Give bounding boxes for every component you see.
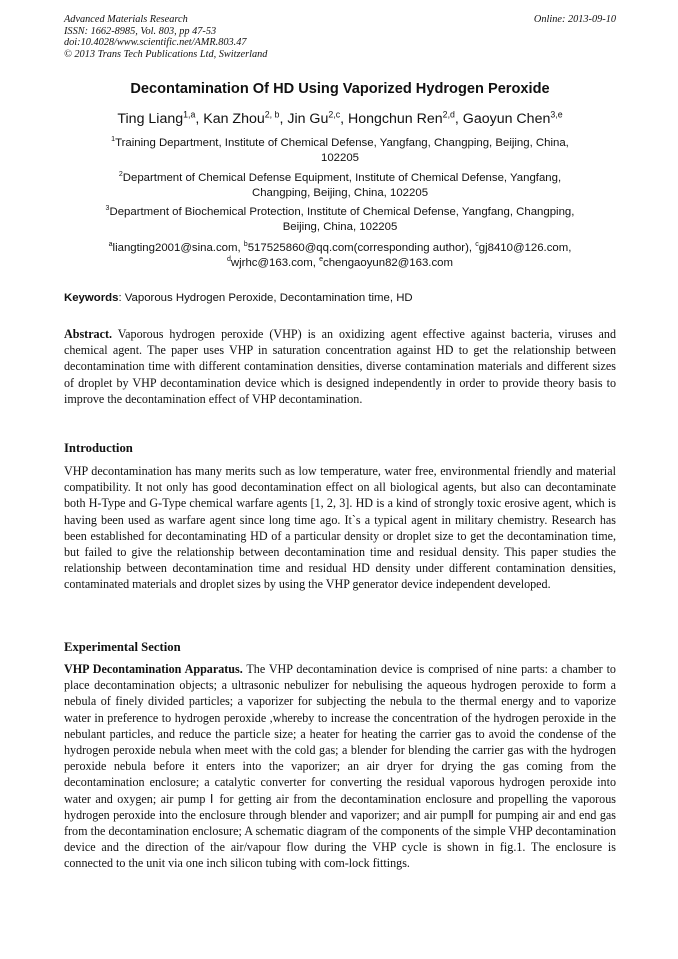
affiliation-2 <box>64 171 616 202</box>
affiliation-text: Department of Chemical Defense Equipment, Institute of Chemical Defense, Yangfang, <box>122 172 562 184</box>
email-sup: b <box>243 241 248 249</box>
affiliation-text: Training Department, Institute of Chemical Defense, Yangfang, Changping, Beijing, China, <box>115 137 569 149</box>
keywords-label: Keywords <box>64 292 119 304</box>
affiliation-text: Beijing, China, 102205 <box>282 221 398 234</box>
author-sup: 2, b <box>264 109 280 120</box>
journal-name: Advanced Materials Research <box>64 14 188 25</box>
affiliation-sup: 2 <box>118 171 123 179</box>
copyright-line: © 2013 Trans Tech Publications Ltd, Switzerland <box>64 48 268 60</box>
affiliation-1 <box>64 136 616 167</box>
author-sup: 2,c <box>328 109 341 120</box>
email-sup: e <box>319 256 323 264</box>
introduction-heading: Introduction <box>64 441 133 455</box>
author-list: Ting Liang$^{1,a}$, Kan Zhou$^{2, b}$, Jin Gu$^{2,c}$, Hongchun Ren$^{2,d}$, Gaoyun Chen$^{3,e}$ <box>117 109 563 127</box>
author-sup: 3,e <box>550 109 563 120</box>
email-e: chengaoyun82@163.com <box>323 257 453 270</box>
author-name: Jin Gu <box>287 111 329 127</box>
experimental-heading: Experimental Section <box>64 640 181 654</box>
affiliation-text: 102205 <box>320 152 359 165</box>
email-c: gj8410@126.com, <box>478 242 572 254</box>
author-name: Ting Liang <box>117 111 184 127</box>
keywords-text: : Vaporous Hydrogen Peroxide, Decontamination time, HD <box>118 292 413 304</box>
doi-line: doi:10.4028/www.scientific.net/AMR.803.47 <box>64 37 247 49</box>
abstract-text: Vaporous hydrogen peroxide (VHP) is an oxidizing agent effective against bacteria, viruses and chemical agent. The paper uses VHP in saturation concentration against HD to get the relationship between decontamination time with different contamination densities, diverse contamination materials and different sizes of droplet by VHP decontamination device which is designed independently in order to provide theory basis to improve the decontamination effect of VHP decontamination. <box>64 327 616 406</box>
keywords-line <box>64 292 616 304</box>
affiliation-sup: 3 <box>105 205 110 213</box>
journal-header <box>64 14 616 60</box>
affiliation-sup: 1 <box>111 136 116 144</box>
affiliation-text: Department of Biochemical Protection, Institute of Chemical Defense, Yangfang, Changping, <box>109 206 575 218</box>
abstract-paragraph <box>64 326 616 407</box>
author-name: Gaoyun Chen <box>462 111 551 127</box>
affiliation-3 <box>64 205 616 236</box>
introduction-paragraph: VHP decontamination has many merits such as low temperature, water free, environmental friendly and material compatibility. It not only has good decontamination effect on all biological agents, but also can decontaminate both H-Type and G-Type chemical warfare agents [1, 2, 3]. HD is a kind of strongly toxic erosive agent, which is having been used as warfare agent since long time ago. It`s a typical agent in military chemistry. Research has been established for decontaminating HD of a particular density or droplet size to get the decontamination time, but failed to give the relationship between decontamination time and residual density. This paper studies the relationship between decontamination time and residual HD density under different contamination densities, contaminated materials and droplet sizes by using the VHP generator device independent developed. <box>64 464 616 592</box>
author-name: Hongchun Ren <box>348 111 443 127</box>
apparatus-text: The VHP decontamination device is comprised of nine parts: a chamber to place decontamination objects; a ultrasonic nebulizer for nebulising the aqueous hydrogen peroxide to form a nebula of finely divided particles; a vaporizer for subjecting the nebula to the thermal energy and to vaporize water in preference to hydrogen peroxide ,whereby to increase the concentration of the hydrogen peroxide in the nebulant particles, and reduce the particle size; a heater for heating the carrier gas to avoid the condense of the hydrogen peroxide nebula when meet with the cold gas; a blender for blending the carrier gas with the hydrogen peroxide nebula before it enters into the vaporizer; an air dryer for drying the gas coming from the decontamination enclosure; a catalytic converter for converting the residual vaporous hydrogen peroxide into water and oxygen; air pump Ⅰ for getting air from the decontamination enclosure and propelling the vaporous hydrogen peroxide into the enclosure through blender and vaporizer; and air pumpⅡ for pumping air and end gas from the decontamination enclosure; A schematic diagram of the components of the simple VHP decontamination device and the direction of the air/vapour flow during the VHP cycle is shown in fig.1. The enclosure is connected to the unit via one inch silicon tubing with com-lock fittings. <box>64 662 616 871</box>
issn-line: ISSN: 1662-8985, Vol. 803, pp 47-53 <box>64 25 217 37</box>
email-list <box>64 241 616 272</box>
apparatus-paragraph <box>64 661 616 872</box>
author-sup: 1,a <box>183 109 196 120</box>
email-a: liangting2001@sina.com, <box>112 242 244 254</box>
online-date: Online: 2013-09-10 <box>533 14 616 25</box>
apparatus-label: VHP Decontamination Apparatus. <box>64 662 243 676</box>
author-sup: 2,d <box>442 109 455 120</box>
author-name: Kan Zhou <box>203 111 265 127</box>
affiliation-text: Changping, Beijing, China, 102205 <box>251 187 429 200</box>
email-sup: c <box>475 241 479 249</box>
email-d: wjrhc@163.com, <box>230 257 320 270</box>
paper-title: Decontamination Of HD Using Vaporized Hydrogen Peroxide <box>130 81 550 97</box>
email-b: 517525860@qq.com(corresponding author), <box>247 242 476 254</box>
email-sup: a <box>108 241 113 249</box>
email-sup: d <box>226 256 231 264</box>
abstract-label: Abstract. <box>64 327 113 341</box>
